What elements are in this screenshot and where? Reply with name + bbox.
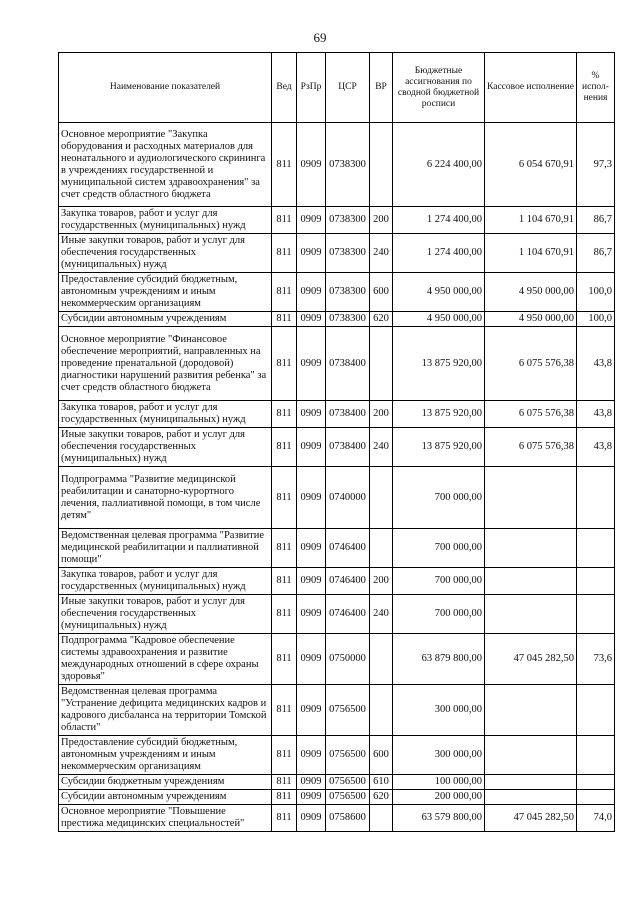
table-row: [59, 123, 615, 207]
cell-ved: 811: [272, 273, 297, 312]
cell-pct: [577, 568, 615, 595]
cell-name: Субсидии автономным учреждениям: [59, 790, 272, 805]
cell-ved: 811: [272, 595, 297, 634]
table-row: [59, 529, 615, 568]
cell-vr: [370, 123, 393, 207]
header-budget: Бюджетные ассигнования по сводной бюджетной росписи: [393, 53, 485, 123]
table-row: [59, 207, 615, 234]
cell-csr: 0756500: [326, 775, 370, 790]
cell-rzpr: 0909: [297, 327, 326, 401]
cell-name: Основное мероприятие "Финансовое обеспечение мероприятий, направленных на проведение пренатальной (дородовой) диагностики нарушений развития ребенка" за счет средств областного бюджета: [59, 327, 272, 401]
cell-vr: [370, 634, 393, 685]
cell-cash: 1 104 670,91: [485, 207, 577, 234]
cell-ved: 811: [272, 805, 297, 832]
cell-cash: [485, 775, 577, 790]
cell-vr: 600: [370, 273, 393, 312]
cell-cash: [485, 736, 577, 775]
cell-budget: 6 224 400,00: [393, 123, 485, 207]
cell-rzpr: 0909: [297, 207, 326, 234]
cell-ved: 811: [272, 775, 297, 790]
cell-pct: 100,0: [577, 312, 615, 327]
cell-csr: 0756500: [326, 736, 370, 775]
cell-pct: 100,0: [577, 273, 615, 312]
cell-cash: 6 054 670,91: [485, 123, 577, 207]
cell-pct: 97,3: [577, 123, 615, 207]
cell-budget: 13 875 920,00: [393, 401, 485, 428]
cell-csr: 0738300: [326, 312, 370, 327]
cell-budget: 1 274 400,00: [393, 234, 485, 273]
cell-name: Ведомственная целевая программа "Развитие медицинской реабилитации и паллиативной помощи": [59, 529, 272, 568]
table-row: [59, 775, 615, 790]
cell-rzpr: 0909: [297, 736, 326, 775]
cell-name: Субсидии бюджетным учреждениям: [59, 775, 272, 790]
cell-pct: 86,7: [577, 234, 615, 273]
cell-budget: 100 000,00: [393, 775, 485, 790]
cell-vr: 200: [370, 207, 393, 234]
header-cash: Кассовое исполнение: [485, 53, 577, 123]
cell-ved: 811: [272, 401, 297, 428]
cell-rzpr: 0909: [297, 775, 326, 790]
cell-budget: 300 000,00: [393, 736, 485, 775]
cell-budget: 63 579 800,00: [393, 805, 485, 832]
cell-ved: 811: [272, 736, 297, 775]
cell-ved: 811: [272, 327, 297, 401]
cell-name: Предоставление субсидий бюджетным, автономным учреждениям и иным некоммерческим организациям: [59, 736, 272, 775]
cell-csr: 0746400: [326, 568, 370, 595]
cell-ved: 811: [272, 685, 297, 736]
cell-pct: 43,8: [577, 327, 615, 401]
cell-ved: 811: [272, 790, 297, 805]
cell-csr: 0738400: [326, 401, 370, 428]
cell-rzpr: 0909: [297, 428, 326, 467]
cell-vr: [370, 685, 393, 736]
cell-name: Подпрограмма "Кадровое обеспечение системы здравоохранения и развитие международных отношений в сфере охраны здоровья": [59, 634, 272, 685]
cell-pct: 86,7: [577, 207, 615, 234]
header-rzpr: РзПр: [297, 53, 326, 123]
cell-budget: 13 875 920,00: [393, 327, 485, 401]
cell-cash: [485, 467, 577, 529]
cell-vr: 600: [370, 736, 393, 775]
table-row: [59, 685, 615, 736]
cell-rzpr: 0909: [297, 685, 326, 736]
cell-name: Закупка товаров, работ и услуг для государственных (муниципальных) нужд: [59, 568, 272, 595]
cell-csr: 0738300: [326, 273, 370, 312]
cell-ved: 811: [272, 312, 297, 327]
cell-budget: 13 875 920,00: [393, 428, 485, 467]
cell-cash: 6 075 576,38: [485, 327, 577, 401]
cell-cash: 4 950 000,00: [485, 273, 577, 312]
cell-budget: 700 000,00: [393, 529, 485, 568]
cell-ved: 811: [272, 529, 297, 568]
cell-name: Основное мероприятие "Закупка оборудования и расходных материалов для неонатального и аудиологического скрининга в учреждениях государственной и муниципальной систем здравоохранения" за счет средств областного бюджета: [59, 123, 272, 207]
table-row: [59, 312, 615, 327]
cell-budget: 700 000,00: [393, 595, 485, 634]
cell-cash: [485, 790, 577, 805]
table-row: [59, 595, 615, 634]
table-body: [59, 123, 615, 832]
cell-csr: 0738400: [326, 327, 370, 401]
cell-pct: [577, 736, 615, 775]
cell-csr: 0756500: [326, 685, 370, 736]
header-ved: Вед: [272, 53, 297, 123]
table-row: [59, 428, 615, 467]
cell-csr: 0740000: [326, 467, 370, 529]
cell-cash: [485, 595, 577, 634]
cell-rzpr: 0909: [297, 805, 326, 832]
cell-vr: 200: [370, 401, 393, 428]
cell-name: Подпрограмма "Развитие медицинской реабилитации и санаторно-курортного лечения, паллиативной помощи, в том числе детям": [59, 467, 272, 529]
table-row: [59, 736, 615, 775]
cell-budget: 4 950 000,00: [393, 312, 485, 327]
cell-cash: [485, 685, 577, 736]
cell-pct: [577, 775, 615, 790]
cell-budget: 1 274 400,00: [393, 207, 485, 234]
cell-name: Ведомственная целевая программа "Устранение дефицита медицинских кадров и кадрового дисбаланса на территории Томской области": [59, 685, 272, 736]
cell-rzpr: 0909: [297, 790, 326, 805]
cell-cash: [485, 568, 577, 595]
table-row: [59, 467, 615, 529]
header-pct: % испол-нения: [577, 53, 615, 123]
cell-csr: 0738300: [326, 207, 370, 234]
cell-rzpr: 0909: [297, 634, 326, 685]
cell-name: Иные закупки товаров, работ и услуг для обеспечения государственных (муниципальных) нужд: [59, 595, 272, 634]
cell-vr: 620: [370, 312, 393, 327]
cell-ved: 811: [272, 207, 297, 234]
cell-pct: [577, 529, 615, 568]
cell-name: Закупка товаров, работ и услуг для государственных (муниципальных) нужд: [59, 401, 272, 428]
cell-vr: 240: [370, 595, 393, 634]
cell-rzpr: 0909: [297, 273, 326, 312]
table-row: [59, 568, 615, 595]
cell-rzpr: 0909: [297, 401, 326, 428]
table-row: [59, 273, 615, 312]
cell-cash: 6 075 576,38: [485, 401, 577, 428]
cell-rzpr: 0909: [297, 123, 326, 207]
cell-ved: 811: [272, 467, 297, 529]
cell-csr: 0738400: [326, 428, 370, 467]
header-row: [59, 53, 615, 123]
cell-vr: 610: [370, 775, 393, 790]
table-row: [59, 634, 615, 685]
cell-budget: 63 879 800,00: [393, 634, 485, 685]
cell-cash: 4 950 000,00: [485, 312, 577, 327]
cell-vr: 200: [370, 568, 393, 595]
cell-csr: 0746400: [326, 529, 370, 568]
table-row: [59, 805, 615, 832]
cell-pct: [577, 790, 615, 805]
cell-ved: 811: [272, 634, 297, 685]
cell-budget: 700 000,00: [393, 568, 485, 595]
header-csr: ЦСР: [326, 53, 370, 123]
cell-pct: [577, 595, 615, 634]
cell-name: Предоставление субсидий бюджетным, автономным учреждениям и иным некоммерческим организациям: [59, 273, 272, 312]
cell-budget: 200 000,00: [393, 790, 485, 805]
cell-csr: 0758600: [326, 805, 370, 832]
cell-name: Иные закупки товаров, работ и услуг для обеспечения государственных (муниципальных) нужд: [59, 234, 272, 273]
cell-ved: 811: [272, 123, 297, 207]
cell-csr: 0746400: [326, 595, 370, 634]
cell-rzpr: 0909: [297, 595, 326, 634]
cell-rzpr: 0909: [297, 312, 326, 327]
cell-rzpr: 0909: [297, 467, 326, 529]
cell-rzpr: 0909: [297, 234, 326, 273]
cell-pct: 73,6: [577, 634, 615, 685]
cell-pct: [577, 467, 615, 529]
cell-csr: 0756500: [326, 790, 370, 805]
cell-cash: 47 045 282,50: [485, 634, 577, 685]
cell-cash: 6 075 576,38: [485, 428, 577, 467]
cell-csr: 0738300: [326, 234, 370, 273]
cell-vr: 240: [370, 428, 393, 467]
cell-name: Закупка товаров, работ и услуг для государственных (муниципальных) нужд: [59, 207, 272, 234]
table-row: [59, 327, 615, 401]
cell-rzpr: 0909: [297, 568, 326, 595]
header-name: Наименование показателей: [59, 53, 272, 123]
cell-ved: 811: [272, 568, 297, 595]
cell-pct: 43,8: [577, 428, 615, 467]
cell-vr: [370, 529, 393, 568]
table-row: [59, 234, 615, 273]
cell-budget: 4 950 000,00: [393, 273, 485, 312]
cell-csr: 0750000: [326, 634, 370, 685]
cell-vr: [370, 467, 393, 529]
cell-budget: 700 000,00: [393, 467, 485, 529]
cell-budget: 300 000,00: [393, 685, 485, 736]
cell-cash: 47 045 282,50: [485, 805, 577, 832]
header-vr: ВР: [370, 53, 393, 123]
cell-cash: [485, 529, 577, 568]
cell-csr: 0738300: [326, 123, 370, 207]
cell-ved: 811: [272, 428, 297, 467]
cell-name: Основное мероприятие "Повышение престижа медицинских специальностей": [59, 805, 272, 832]
table-row: [59, 790, 615, 805]
cell-pct: [577, 685, 615, 736]
cell-vr: [370, 805, 393, 832]
cell-pct: 43,8: [577, 401, 615, 428]
cell-ved: 811: [272, 234, 297, 273]
cell-vr: [370, 327, 393, 401]
budget-table: [58, 52, 615, 832]
cell-vr: 620: [370, 790, 393, 805]
cell-rzpr: 0909: [297, 529, 326, 568]
cell-name: Субсидии автономным учреждениям: [59, 312, 272, 327]
table-row: [59, 401, 615, 428]
cell-cash: 1 104 670,91: [485, 234, 577, 273]
cell-pct: 74,0: [577, 805, 615, 832]
cell-name: Иные закупки товаров, работ и услуг для обеспечения государственных (муниципальных) нужд: [59, 428, 272, 467]
page-number: 69: [313, 30, 327, 45]
cell-vr: 240: [370, 234, 393, 273]
